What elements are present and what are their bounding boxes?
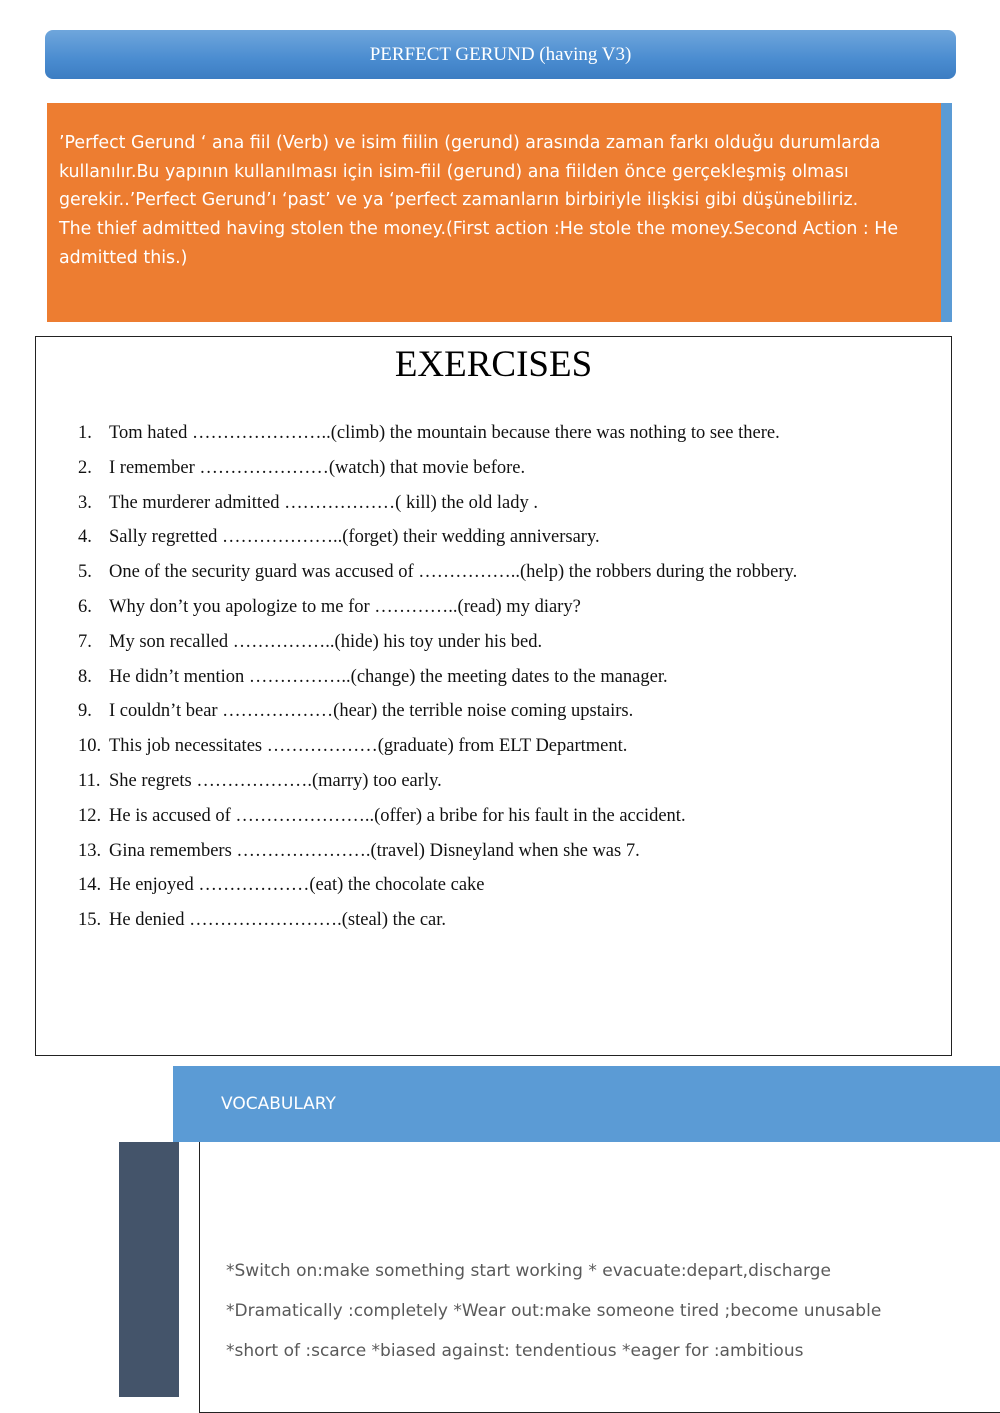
exercise-number: 10. [78, 736, 102, 757]
exercise-item [78, 489, 797, 524]
exercise-text: She regrets ……………….(marry) too early. [109, 770, 442, 791]
exercise-number: 15. [78, 910, 102, 931]
intro-line: kullanılır.Bu yapının kullanılması için isim-fiil (gerund) ana fiilden önce gerçekleşmiş olması [59, 161, 849, 182]
exercise-text: He enjoyed ………………(eat) the chocolate cake [109, 875, 485, 896]
exercise-item [78, 663, 797, 698]
exercises-title: EXERCISES [394, 344, 593, 385]
exercise-item [78, 454, 797, 489]
vocabulary-side-accent [119, 1142, 179, 1397]
exercise-number: 7. [78, 631, 92, 652]
exercise-text: The murderer admitted ………………( kill) the old lady . [109, 492, 538, 513]
exercise-item [78, 628, 797, 663]
exercise-text: He is accused of …………………..(offer) a bribe for his fault in the accident. [109, 805, 686, 826]
exercise-number: 5. [78, 562, 92, 583]
exercise-number: 1. [78, 423, 92, 443]
exercise-text: Tom hated …………………..(climb) the mountain because there was nothing to see there. [109, 423, 780, 443]
vocabulary-header-bar [173, 1066, 1000, 1142]
exercise-number: 11. [78, 770, 101, 791]
vocabulary-line: *Dramatically :completely *Wear out:make someone tired ;become unusable [226, 1301, 882, 1321]
intro-accent-stripe [941, 103, 952, 322]
exercises-section [35, 336, 952, 1056]
exercise-item [78, 697, 797, 732]
intro-line: ’Perfect Gerund ‘ ana fiil (Verb) ve isim fiilin (gerund) arasında zaman farkı olduğu durumlarda [59, 133, 881, 153]
exercise-item [78, 523, 797, 558]
exercise-item [78, 871, 797, 906]
exercise-text: He didn’t mention ……………..(change) the meeting dates to the manager. [109, 666, 668, 687]
page-title: PERFECT GERUND (having V3) [369, 43, 632, 65]
exercise-list [78, 419, 797, 941]
intro-line: The thief admitted having stolen the money.(First action :He stole the money.Second Action : He [59, 219, 899, 240]
exercise-text: Gina remembers ………………….(travel) Disneyland when she was 7. [109, 840, 640, 861]
exercise-item [78, 906, 797, 941]
exercise-item [78, 767, 797, 802]
exercise-number: 6. [78, 596, 92, 617]
exercise-number: 2. [78, 457, 92, 478]
intro-line: gerekir..’Perfect Gerund’ı ‘past’ ve ya ‘perfect zamanların birbiriyle ilişkisi gibi düşünebiliriz. [59, 190, 859, 211]
exercise-item [78, 732, 797, 767]
exercise-item [78, 593, 797, 628]
vocabulary-heading: VOCABULARY [221, 1094, 336, 1114]
exercise-text: He denied …………………….(steal) the car. [109, 910, 447, 931]
exercise-number: 4. [78, 527, 92, 548]
exercise-text: Sally regretted ………………..(forget) their wedding anniversary. [109, 527, 600, 548]
exercise-number: 8. [78, 666, 92, 687]
exercise-item [78, 419, 797, 454]
exercise-text: My son recalled ……………..(hide) his toy under his bed. [109, 631, 543, 652]
vocabulary-list [226, 1257, 881, 1377]
exercise-item [78, 802, 797, 837]
intro-explanation-box [47, 103, 941, 322]
exercise-number: 13. [78, 840, 102, 861]
page-title-banner [45, 30, 956, 79]
exercise-text: I remember …………………(watch) that movie before. [109, 457, 526, 478]
exercise-item [78, 837, 797, 872]
exercise-number: 14. [78, 875, 102, 896]
exercise-text: I couldn’t bear ………………(hear) the terrible noise coming upstairs. [109, 701, 634, 722]
exercise-text: Why don’t you apologize to me for …………..(read) my diary? [109, 596, 581, 617]
exercise-number: 3. [78, 492, 92, 513]
exercise-number: 9. [78, 701, 92, 722]
intro-line: admitted this.) [59, 247, 188, 268]
exercise-text: This job necessitates ………………(graduate) from ELT Department. [109, 736, 628, 757]
exercise-item [78, 558, 797, 593]
vocabulary-line: *Switch on:make something start working * evacuate:depart,discharge [226, 1261, 831, 1281]
exercise-number: 12. [78, 805, 102, 826]
exercise-text: One of the security guard was accused of ……………..(help) the robbers during the robbery. [109, 562, 798, 583]
vocabulary-line: *short of :scarce *biased against: tendentious *eager for :ambitious [226, 1341, 804, 1361]
